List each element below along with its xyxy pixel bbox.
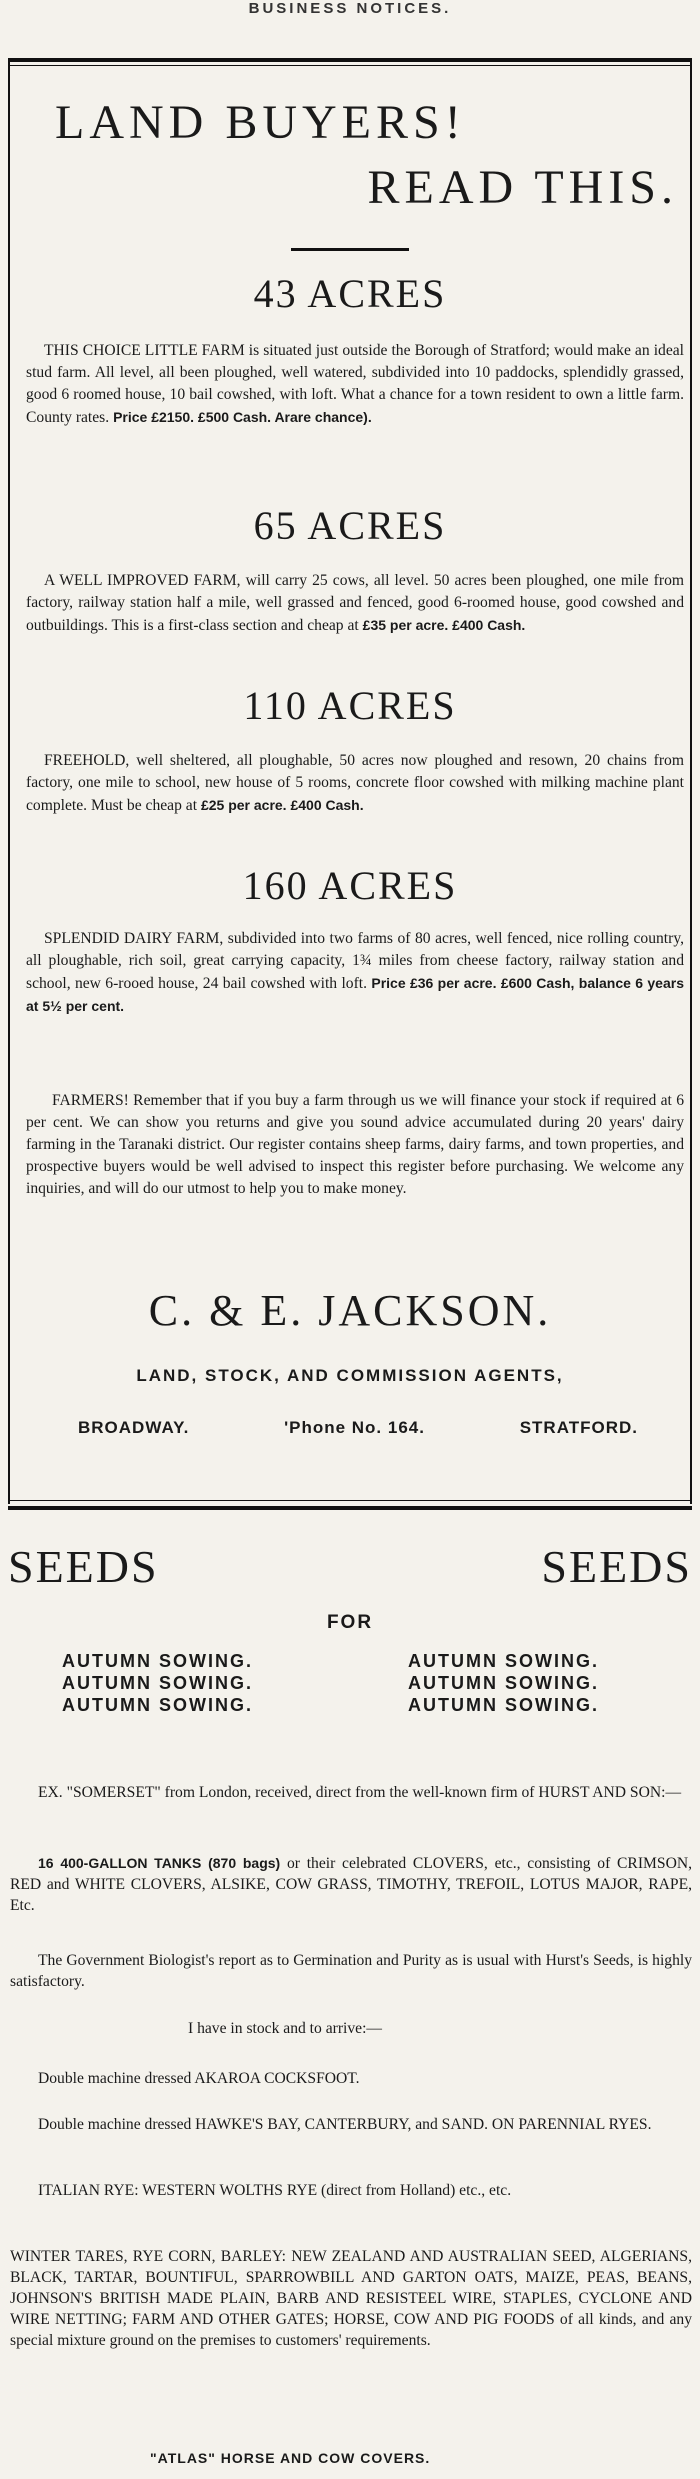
top-rule-thick: [8, 58, 692, 62]
autumn-column-left: [62, 1650, 253, 1716]
top-rule-thin: [8, 65, 692, 66]
listing-heading-65-acres: 65 ACRES: [253, 503, 447, 548]
listing-text-43-acres: [26, 340, 684, 429]
land-ad-title-line1: LAND BUYERS!: [55, 96, 466, 149]
autumn-line: AUTUMN SOWING.: [408, 1673, 599, 1693]
listing-heading-160-acres: 160 ACRES: [242, 863, 458, 908]
autumn-line: AUTUMN SOWING.: [62, 1651, 253, 1671]
listing-price: £25 per acre. £400 Cash.: [200, 797, 364, 813]
land-ad-bottom-rule-thick: [8, 1506, 692, 1510]
seeds-title-left: SEEDS: [8, 1541, 159, 1592]
autumn-column-right: [408, 1650, 599, 1716]
listing-heading-110-acres: 110 ACRES: [243, 683, 457, 728]
seeds-para-somerset: EX. "SOMERSET" from London, received, direct from the well-known firm of HURST AND SON:—: [38, 1784, 682, 1801]
listing-heading-43-acres: 43 ACRES: [253, 271, 447, 316]
tanks-bold: 16 400-GALLON TANKS (870 bags): [38, 1855, 281, 1871]
autumn-line: AUTUMN SOWING.: [408, 1695, 599, 1715]
seeds-para-italian: ITALIAN RYE: WESTERN WOLTHS RYE (direct from Holland) etc., etc.: [38, 2182, 512, 2199]
seeds-para-stock: I have in stock and to arrive:—: [188, 2020, 382, 2037]
listing-price: £35 per acre. £400 Cash.: [362, 617, 526, 633]
seeds-para-tanks: [10, 1853, 692, 1916]
seeds-para-ryes: Double machine dressed HAWKE'S BAY, CANTERBURY, and SAND. ON PARENNIAL RYES.: [38, 2116, 652, 2133]
listing-price: Price £2150. £500 Cash. Arare chance).: [113, 409, 372, 425]
listing-text-110-acres: [26, 750, 684, 817]
seeds-para-winter: WINTER TARES, RYE CORN, BARLEY: NEW ZEALAND AND AUSTRALIAN SEED, ALGERIANS, BLACK, TARTAR, BOUNTIFUL, SPARROWBILL AND GARTON OATS, MAIZE, PEAS, BEANS, JOHNSON'S BRITISH MADE PLAIN, BARB AND RESISTEEL WIRE, STAPLES, CYCLONE AND WIRE NETTING; FARM AND OTHER GATES; HORSE, COW AND PIG FOODS of all kinds, and any special mixture ground on the premises to customers' requirements.: [10, 2248, 692, 2349]
listing-body: FREEHOLD, well sheltered, all ploughable, 50 acres now ploughed and resown, 20 chains from factory, one mile to school, new house of 5 rooms, concrete floor cowshed with milking machine plant complete. Must be cheap at: [26, 752, 684, 814]
land-ad-title-line2: READ THIS.: [367, 161, 678, 214]
company-name: C. & E. JACKSON.: [148, 1286, 552, 1335]
listing-body: SPLENDID DAIRY FARM, subdivided into two farms of 80 acres, well fenced, nice rolling country, all ploughable, rich soil, great carrying capacity, 1¾ miles from cheese factory, railway station and school, new 6-rooed house, 24 bail cowshed with loft.: [26, 930, 684, 992]
seeds-for: FOR: [326, 1612, 374, 1633]
listing-price: Price £36 per acre. £600 Cash, balance 6 years at 5½ per cent.: [26, 975, 684, 1014]
seeds-para-biologist: The Government Biologist's report as to Germination and Purity as is usual with Hurst's Seeds, is highly satisfactory.: [10, 1952, 692, 1990]
listing-text-160-acres: [26, 928, 684, 1018]
land-ad-bottom-rule-thin: [8, 1500, 692, 1501]
short-divider: [291, 248, 409, 251]
autumn-line: AUTUMN SOWING.: [408, 1651, 599, 1671]
seeds-para-atlas: "ATLAS" HORSE AND COW COVERS.: [150, 2450, 431, 2466]
seeds-para-akaroa: Double machine dressed AKAROA COCKSFOOT.: [38, 2070, 360, 2087]
autumn-line: AUTUMN SOWING.: [62, 1673, 253, 1693]
address-town: STRATFORD.: [519, 1418, 638, 1437]
address-street: BROADWAY.: [78, 1418, 190, 1437]
autumn-line: AUTUMN SOWING.: [62, 1695, 253, 1715]
seeds-title-right: SEEDS: [541, 1541, 692, 1592]
listing-text-65-acres: [26, 570, 684, 637]
listing-body: A WELL IMPROVED FARM, will carry 25 cows, all level. 50 acres been ploughed, one mile from factory, railway station half a mile, well grassed and fenced, good 6-roomed house, good cowshed and outbuildings. This is a first-class section and cheap at: [26, 572, 684, 634]
company-address: [78, 1418, 638, 1438]
tanks-rest: or their celebrated CLOVERS, etc., consisting of CRIMSON, RED and WHITE CLOVERS, ALSIKE, COW GRASS, TIMOTHY, TREFOIL, LOTUS MAJOR, RAPE, Etc.: [10, 1855, 692, 1914]
company-subtitle: LAND, STOCK, AND COMMISSION AGENTS,: [136, 1366, 564, 1385]
listing-body: THIS CHOICE LITTLE FARM is situated just outside the Borough of Stratford; would make an ideal stud farm. All level, all been ploughed, well watered, subdivided into 10 paddocks, splendidly grassed, good 6 roomed house, 10 bail cowshed, with loft. What a chance for a town resident to own a little farm. County rates.: [26, 342, 684, 426]
address-phone: 'Phone No. 164.: [284, 1418, 425, 1437]
farmers-note: FARMERS! Remember that if you buy a farm through us we will finance your stock if required at 6 per cent. We can show you returns and give you sound advice accumulated during 20 years' dairy farming in the Taranaki district. Our register contains sheep farms, dairy farms, and town properties, and prospective buyers would be well advised to inspect this register before purchasing. We welcome any inquiries, and will do our utmost to help you to make money.: [26, 1092, 684, 1197]
section-header: BUSINESS NOTICES.: [248, 0, 452, 17]
